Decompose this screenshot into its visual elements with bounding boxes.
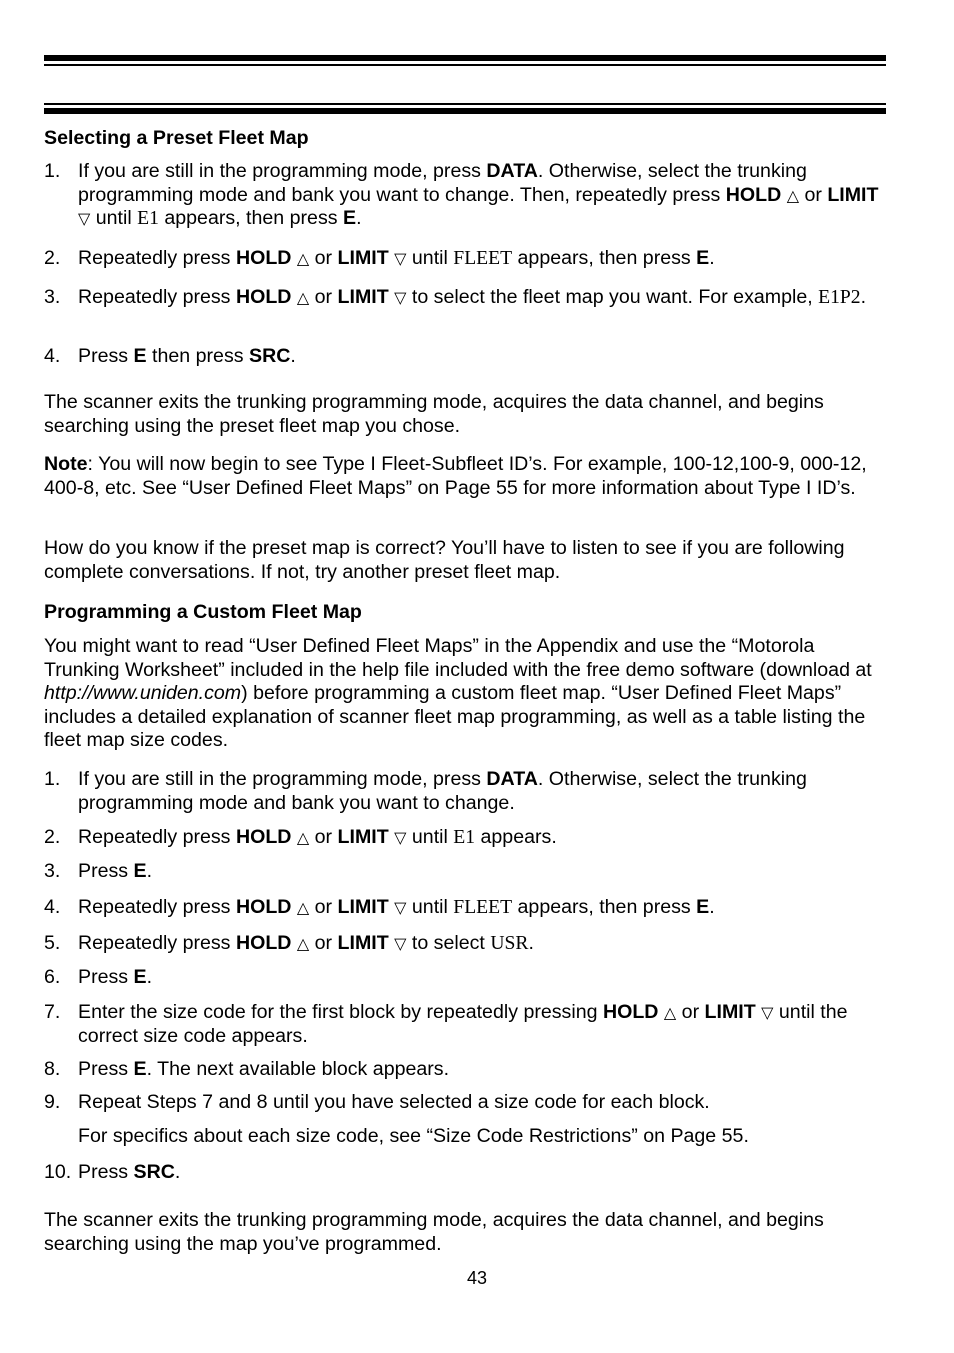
up-triangle-icon: △ — [296, 898, 310, 917]
down-triangle-icon: ▽ — [78, 209, 91, 228]
up-triangle-icon: △ — [296, 934, 310, 953]
step-number: 4. — [44, 896, 61, 918]
down-triangle-icon: ▽ — [761, 1003, 774, 1022]
step-number: 1. — [44, 768, 61, 790]
custom-step-6: 6. Press E. — [44, 966, 153, 988]
step-number: 3. — [44, 860, 61, 882]
step-number: 4. — [44, 345, 61, 367]
down-triangle-icon: ▽ — [394, 249, 407, 268]
preset-note: Note: You will now begin to see Type I Fleet-Subfleet ID’s. For example, 100-12,100-9, 000-12, 400-8, etc. See “User Defined Fleet Maps” on Page 55 for more information about Type I ID’s. — [44, 453, 867, 499]
up-triangle-icon: △ — [296, 288, 310, 307]
step-number: 9. — [44, 1091, 61, 1113]
preset-step-1: 1. If you are still in the programming mode, press DATA. Otherwise, select the trunking programming mode and bank you want to change. Then, repeatedly press HOLD △ or LIMIT ▽ until E1 appears, then press E. — [44, 160, 879, 229]
step-number: 10. — [44, 1161, 72, 1183]
step-number: 1. — [44, 160, 61, 182]
down-triangle-icon: ▽ — [394, 934, 407, 953]
custom-step-1: 1. If you are still in the programming mode, press DATA. Otherwise, select the trunking programming mode and bank you want to change. — [44, 768, 807, 814]
custom-step-8: 8. Press E. The next available block appears. — [44, 1058, 450, 1080]
step-number: 5. — [44, 932, 61, 954]
custom-step-9: 9. Repeat Steps 7 and 8 until you have selected a size code for each block. For specifics about each size code, see “Size Code Restrictions” on Page 55. — [44, 1091, 890, 1148]
custom-step-10: 10. Press SRC. — [44, 1161, 181, 1183]
step-number: 8. — [44, 1058, 61, 1080]
custom-step-2: 2. Repeatedly press HOLD △ or LIMIT ▽ until E1 appears. — [44, 826, 557, 848]
preset-step-2: 2. Repeatedly press HOLD △ or LIMIT ▽ until FLEET appears, then press E. — [44, 247, 715, 269]
preset-result-text: The scanner exits the trunking programming mode, acquires the data channel, and begins searching using the preset fleet map you chose. — [44, 391, 824, 437]
section-heading-custom: Programming a Custom Fleet Map — [44, 601, 362, 623]
preset-howto-text: How do you know if the preset map is correct? You’ll have to listen to see if you are following complete conversations. If not, try another preset fleet map. — [44, 537, 845, 583]
custom-step-7: 7. Enter the size code for the first block by repeatedly pressing HOLD △ or LIMIT ▽ until the correct size code appears. — [44, 1001, 848, 1047]
custom-result-text: The scanner exits the trunking programming mode, acquires the data channel, and begins searching using the map you’ve programmed. — [44, 1209, 824, 1255]
down-triangle-icon: ▽ — [394, 828, 407, 847]
header-rule-bottom — [44, 103, 886, 114]
down-triangle-icon: ▽ — [394, 898, 407, 917]
step-number: 2. — [44, 826, 61, 848]
page-number: 43 — [466, 1268, 488, 1288]
up-triangle-icon: △ — [296, 249, 310, 268]
up-triangle-icon: △ — [786, 185, 799, 205]
custom-step-5: 5. Repeatedly press HOLD △ or LIMIT ▽ to select USR. — [44, 932, 534, 954]
step-9-subnote: For specifics about each size code, see “Size Code Restrictions” on Page 55. — [78, 1124, 749, 1147]
step-number: 2. — [44, 247, 61, 269]
custom-intro: You might want to read “User Defined Fleet Maps” in the Appendix and use the “Motorola Trunking Worksheet” included in the help file included with the free demo software (download at http://www.uniden.com) before programming a custom fleet map. “User Defined Fleet Maps” includes a detailed explanation of scanner fleet map programming, as well as a table listing the fleet map size codes. — [44, 635, 872, 751]
preset-step-3: 3. Repeatedly press HOLD △ or LIMIT ▽ to select the fleet map you want. For example, E1P2. — [44, 286, 867, 308]
step-number: 7. — [44, 1001, 61, 1023]
custom-step-4: 4. Repeatedly press HOLD △ or LIMIT ▽ until FLEET appears, then press E. — [44, 896, 715, 918]
custom-step-3: 3. Press E. — [44, 860, 153, 882]
preset-step-4: 4. Press E then press SRC. — [44, 345, 296, 367]
step-number: 3. — [44, 286, 61, 308]
header-rule-top — [44, 55, 886, 66]
section-heading-preset: Selecting a Preset Fleet Map — [44, 127, 309, 149]
uniden-link[interactable]: http://www.uniden.com — [44, 682, 242, 704]
up-triangle-icon: △ — [296, 828, 310, 847]
step-number: 6. — [44, 966, 61, 988]
up-triangle-icon: △ — [663, 1003, 677, 1022]
down-triangle-icon: ▽ — [394, 288, 407, 307]
